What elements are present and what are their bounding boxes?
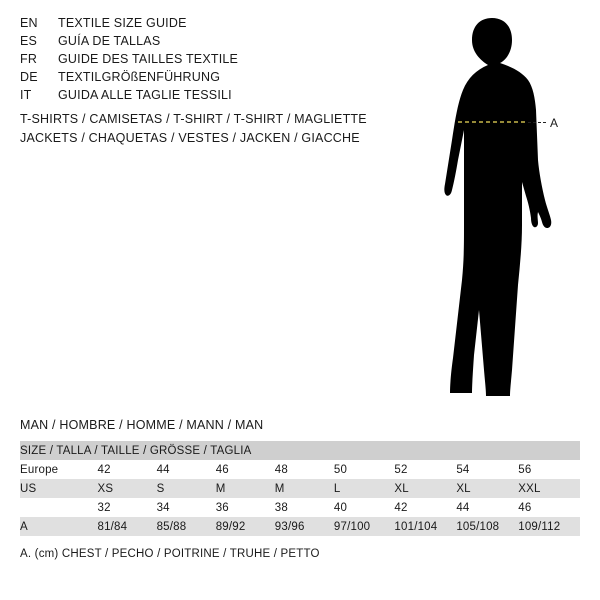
language-code: ES: [20, 34, 38, 48]
cell: 93/96: [275, 517, 334, 536]
cell: 81/84: [97, 517, 156, 536]
language-text: GUÍA DE TALLAS: [58, 34, 161, 48]
table-row: [20, 517, 580, 536]
cell: 44: [157, 460, 216, 479]
cell: 85/88: [157, 517, 216, 536]
language-code: IT: [20, 88, 32, 102]
cell: XS: [97, 479, 156, 498]
cell: M: [275, 479, 334, 498]
cell: 42: [97, 460, 156, 479]
language-row: [20, 52, 360, 70]
measure-label-a: A: [550, 116, 559, 130]
row-label: [20, 498, 97, 517]
cell: 34: [157, 498, 216, 517]
language-code: DE: [20, 70, 38, 84]
cell: 36: [216, 498, 275, 517]
cell: 46: [216, 460, 275, 479]
cell: L: [334, 479, 395, 498]
language-header-block: [20, 16, 360, 106]
cell: S: [157, 479, 216, 498]
table-row: [20, 498, 580, 517]
language-text: GUIDA ALLE TAGLIE TESSILI: [58, 88, 232, 102]
language-code: EN: [20, 16, 38, 30]
size-table: [20, 441, 580, 536]
language-row: [20, 88, 360, 106]
row-label: A: [20, 517, 97, 536]
cell: 56: [518, 460, 580, 479]
footnote: A. (cm) CHEST / PECHO / POITRINE / TRUHE / PETTO: [20, 548, 320, 560]
cell: XL: [394, 479, 456, 498]
cell: 52: [394, 460, 456, 479]
cell: 40: [334, 498, 395, 517]
cell: XL: [456, 479, 518, 498]
language-text: TEXTILE SIZE GUIDE: [58, 16, 187, 30]
cell: 97/100: [334, 517, 395, 536]
language-row: [20, 70, 360, 88]
table-header-row: [20, 441, 580, 460]
table-header-label: SIZE / TALLA / TAILLE / GRÖSSE / TAGLIA: [20, 441, 580, 460]
cell: 38: [275, 498, 334, 517]
cell: 101/104: [394, 517, 456, 536]
category-jackets: JACKETS / CHAQUETAS / VESTES / JACKEN / GIACCHE: [20, 131, 360, 145]
cell: 50: [334, 460, 395, 479]
category-tshirts: T-SHIRTS / CAMISETAS / T-SHIRT / T-SHIRT / MAGLIETTE: [20, 112, 367, 126]
language-row: [20, 34, 360, 52]
body-figure: [400, 10, 600, 410]
cell: 44: [456, 498, 518, 517]
cell: 46: [518, 498, 580, 517]
cell: 89/92: [216, 517, 275, 536]
cell: M: [216, 479, 275, 498]
measure-leader-line: [528, 122, 546, 123]
table-row: [20, 460, 580, 479]
language-row: [20, 16, 360, 34]
language-text: GUIDE DES TAILLES TEXTILE: [58, 52, 239, 66]
cell: XXL: [518, 479, 580, 498]
cell: 105/108: [456, 517, 518, 536]
cell: 48: [275, 460, 334, 479]
language-text: TEXTILGRÖßENFÜHRUNG: [58, 70, 221, 84]
table-title: MAN / HOMBRE / HOMME / MANN / MAN: [20, 418, 264, 432]
row-label: US: [20, 479, 97, 498]
cell: 109/112: [518, 517, 580, 536]
table-row: [20, 479, 580, 498]
cell: 54: [456, 460, 518, 479]
garment-categories: [20, 110, 380, 148]
cell: 42: [394, 498, 456, 517]
language-code: FR: [20, 52, 38, 66]
chest-measure-line: [400, 10, 600, 410]
row-label: Europe: [20, 460, 97, 479]
cell: 32: [97, 498, 156, 517]
